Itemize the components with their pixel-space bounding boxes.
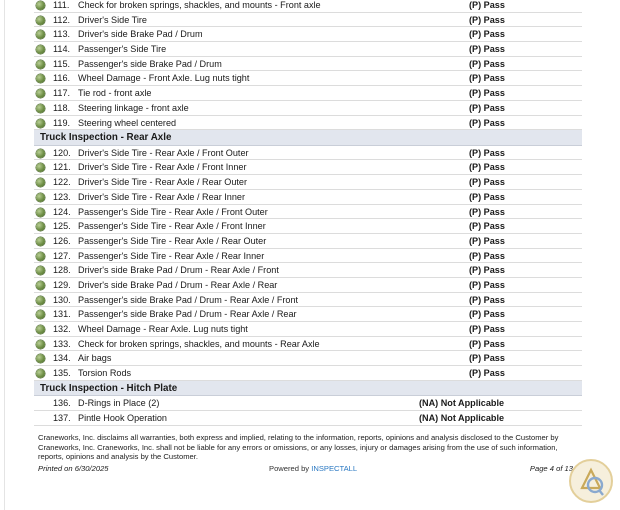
item-label: Passenger's side Brake Pad / Drum - Rear Axle / Rear [78, 309, 297, 320]
item-result: (P) Pass [469, 177, 505, 188]
pass-status-icon [36, 222, 45, 231]
rear-axle-group [34, 146, 582, 381]
page-footer [38, 464, 583, 474]
inspection-row [34, 366, 582, 381]
item-number: 111. [53, 0, 70, 10]
watermark-logo-icon [568, 458, 614, 504]
pass-status-icon [36, 60, 45, 69]
item-result: (P) Pass [469, 324, 505, 335]
inspection-row [34, 351, 582, 366]
hitch-plate-group [34, 396, 582, 425]
pass-status-icon [36, 252, 45, 261]
pass-status-icon [36, 163, 45, 172]
item-label: Air bags [78, 353, 112, 364]
item-label: Driver's side Brake Pad / Drum - Rear Axle / Rear [78, 279, 278, 290]
inspection-row [34, 116, 582, 131]
item-label: Passenger's side Brake Pad / Drum - Rear Axle / Front [78, 294, 299, 305]
item-result: (P) Pass [469, 0, 505, 10]
inspection-row [34, 190, 582, 205]
item-label: Steering wheel centered [78, 117, 177, 128]
item-label: Driver's Side Tire - Rear Axle / Front Inner [78, 162, 247, 173]
item-number: 132. [53, 324, 71, 335]
item-result: (P) Pass [469, 235, 505, 246]
item-label: Torsion Rods [78, 368, 132, 379]
item-number: 127. [53, 250, 71, 261]
item-number: 130. [53, 294, 71, 305]
item-result: (P) Pass [469, 250, 505, 261]
pass-status-icon [36, 1, 45, 10]
item-result: (P) Pass [469, 309, 505, 320]
item-number: 117. [53, 88, 71, 99]
inspection-row [34, 101, 582, 116]
inspection-row [34, 175, 582, 190]
item-label: Passenger's Side Tire - Rear Axle / Rear Inner [78, 250, 265, 261]
item-label: Driver's Side Tire - Rear Axle / Front Outer [78, 147, 249, 158]
item-number: 136. [53, 398, 71, 409]
item-result: (P) Pass [469, 102, 505, 113]
inspection-row [34, 249, 582, 264]
inspection-row [34, 337, 582, 352]
inspection-row [34, 205, 582, 220]
inspection-table [34, 0, 582, 426]
item-label: Passenger's side Brake Pad / Drum [78, 58, 222, 69]
item-label: Passenger's Side Tire - Rear Axle / Front Outer [78, 206, 268, 217]
item-number: 135. [53, 368, 71, 379]
item-number: 123. [53, 191, 71, 202]
item-number: 131. [53, 309, 71, 320]
pass-status-icon [36, 296, 45, 305]
disclaimer-text: Craneworks, Inc. disclaims all warranties, both express and implied, relating to the information, reports, opinions and analysis disclosed to the Customer by Craneworks, Inc. Craneworks, Inc. shall not be liable for any errors or omissions, or any losses, injury or damages arising from the use of such information, reports, opinions and analysis by the Customer. [38, 433, 559, 462]
pass-status-icon [36, 354, 45, 363]
pass-status-icon [36, 119, 45, 128]
inspection-row [34, 219, 582, 234]
pass-status-icon [36, 149, 45, 158]
item-number: 122. [53, 177, 71, 188]
item-number: 112. [53, 14, 71, 25]
item-result: (P) Pass [469, 206, 505, 217]
inspection-row [34, 411, 582, 426]
pass-status-icon [36, 104, 45, 113]
pass-status-icon [36, 369, 45, 378]
item-number: 129. [53, 279, 71, 290]
item-result: (NA) Not Applicable [419, 413, 505, 424]
item-label: Tie rod - front axle [78, 88, 152, 99]
powered-by [269, 464, 357, 473]
item-result: (P) Pass [469, 58, 505, 69]
item-number: 120. [53, 147, 71, 158]
item-number: 128. [53, 265, 71, 276]
item-result: (P) Pass [469, 29, 505, 40]
inspection-row [34, 57, 582, 72]
item-result: (P) Pass [469, 338, 505, 349]
pass-status-icon [36, 310, 45, 319]
item-label: Check for broken springs, shackles, and mounts - Rear Axle [78, 338, 320, 349]
inspection-row [34, 13, 582, 28]
pass-status-icon [36, 208, 45, 217]
item-number: 115. [53, 58, 71, 69]
item-label: Passenger's Side Tire [78, 44, 167, 55]
item-number: 114. [53, 44, 71, 55]
page-edge [4, 0, 5, 510]
item-label: Passenger's Side Tire - Rear Axle / Rear Outer [78, 235, 267, 246]
item-result: (P) Pass [469, 44, 505, 55]
brand-name: INSPECTALL [311, 464, 358, 473]
item-result: (P) Pass [469, 294, 505, 305]
inspection-row [34, 396, 582, 411]
item-result: (P) Pass [469, 221, 505, 232]
item-label: Check for broken springs, shackles, and mounts - Front axle [78, 0, 321, 10]
inspection-row [34, 263, 582, 278]
item-result: (P) Pass [469, 117, 505, 128]
pass-status-icon [36, 325, 45, 334]
item-number: 124. [53, 206, 71, 217]
pass-status-icon [36, 74, 45, 83]
item-number: 137. [53, 413, 71, 424]
pass-status-icon [36, 237, 45, 246]
item-number: 134. [53, 353, 71, 364]
inspection-row [34, 27, 582, 42]
item-number: 126. [53, 235, 71, 246]
inspection-row [34, 42, 582, 57]
pass-status-icon [36, 178, 45, 187]
item-result: (P) Pass [469, 162, 505, 173]
item-label: Driver's Side Tire - Rear Axle / Rear Inner [78, 191, 245, 202]
item-result: (P) Pass [469, 191, 505, 202]
front-axle-group [34, 0, 582, 130]
item-number: 133. [53, 338, 71, 349]
item-number: 118. [53, 102, 71, 113]
pass-status-icon [36, 193, 45, 202]
item-number: 125. [53, 221, 71, 232]
item-label: Passenger's Side Tire - Rear Axle / Front Inner [78, 221, 266, 232]
pass-status-icon [36, 281, 45, 290]
section-header-rear-axle: Truck Inspection - Rear Axle [34, 130, 582, 146]
item-result: (P) Pass [469, 14, 505, 25]
pass-status-icon [36, 89, 45, 98]
item-label: Driver's side Brake Pad / Drum - Rear Axle / Front [78, 265, 279, 276]
inspection-row [34, 86, 582, 101]
item-label: Steering linkage - front axle [78, 102, 189, 113]
inspection-row [34, 322, 582, 337]
inspection-row [34, 0, 582, 13]
item-number: 113. [53, 29, 71, 40]
pass-status-icon [36, 30, 45, 39]
inspection-row [34, 71, 582, 86]
page-number: Page 4 of 13 [529, 464, 573, 473]
item-result: (P) Pass [469, 147, 505, 158]
item-result: (P) Pass [469, 265, 505, 276]
item-result: (NA) Not Applicable [419, 398, 505, 409]
section-header-hitch-plate: Truck Inspection - Hitch Plate [34, 381, 582, 397]
pass-status-icon [36, 266, 45, 275]
inspection-row [34, 307, 582, 322]
item-label: Driver's side Brake Pad / Drum [78, 29, 203, 40]
printed-date: Printed on 6/30/2025 [38, 464, 109, 473]
pass-status-icon [36, 16, 45, 25]
inspection-row [34, 234, 582, 249]
powered-by-prefix: Powered by [269, 464, 312, 473]
pass-status-icon [36, 45, 45, 54]
item-label: Driver's Side Tire - Rear Axle / Rear Outer [78, 177, 248, 188]
item-result: (P) Pass [469, 368, 505, 379]
item-number: 119. [53, 117, 71, 128]
item-result: (P) Pass [469, 279, 505, 290]
pass-status-icon [36, 340, 45, 349]
inspection-row [34, 293, 582, 308]
item-label: D-Rings in Place (2) [78, 398, 160, 409]
item-label: Wheel Damage - Front Axle. Lug nuts tight [78, 73, 250, 84]
item-result: (P) Pass [469, 88, 505, 99]
item-result: (P) Pass [469, 73, 505, 84]
inspection-row [34, 160, 582, 175]
item-result: (P) Pass [469, 353, 505, 364]
inspection-row [34, 146, 582, 161]
item-number: 116. [53, 73, 71, 84]
item-label: Driver's Side Tire [78, 14, 147, 25]
item-number: 121. [53, 162, 71, 173]
item-label: Wheel Damage - Rear Axle. Lug nuts tight [78, 324, 248, 335]
item-label: Pintle Hook Operation [78, 413, 167, 424]
inspection-row [34, 278, 582, 293]
